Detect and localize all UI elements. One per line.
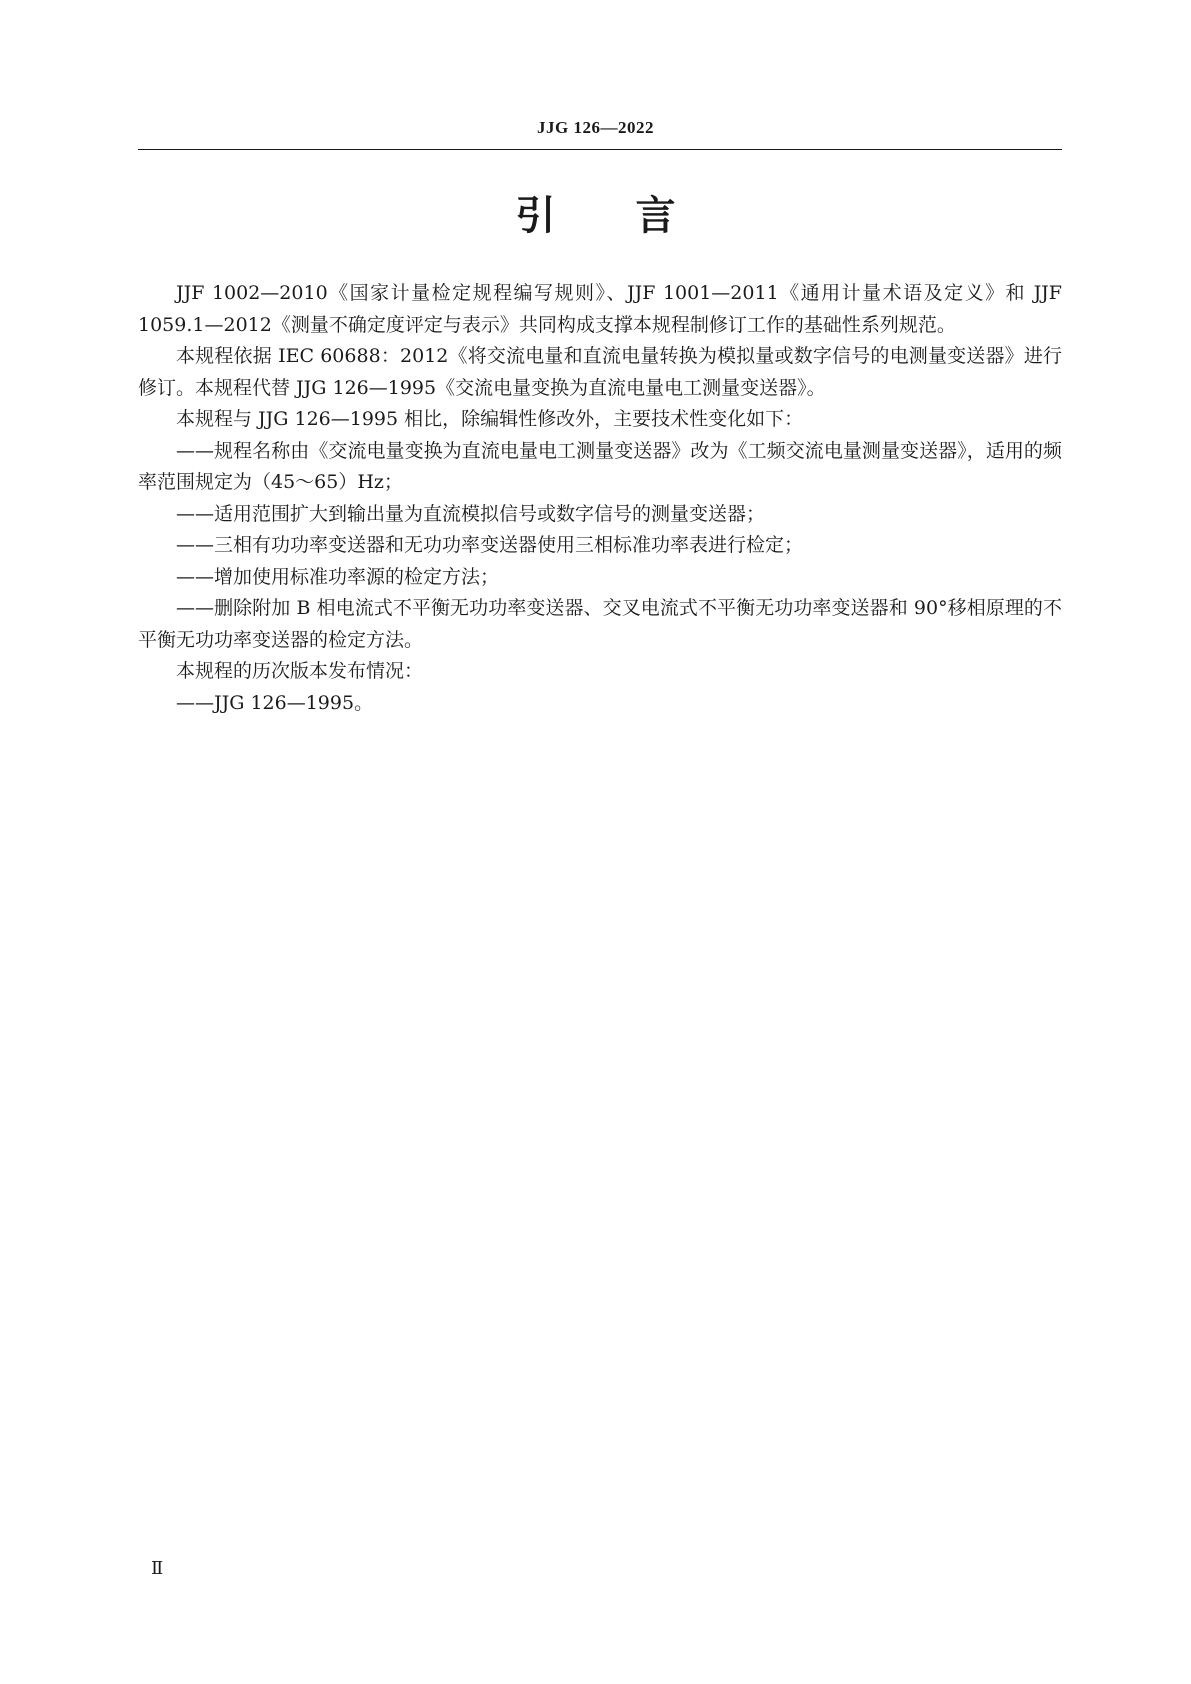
change-item-name: ——规程名称由《交流电量变换为直流电量电工测量变送器》改为《工频交流电量测量变送器》，适用的频率范围规定为（45～65）Hz； [138,439,1062,493]
paragraph-changes-intro: 本规程与 JJG 126—1995 相比，除编辑性修改外，主要技术性变化如下： [176,408,804,430]
page-title [0,193,1191,239]
paragraph-history-intro: 本规程的历次版本发布情况： [176,660,424,682]
foreword-body [138,278,1062,719]
page-title-char-1: 引 [515,193,556,239]
history-item: ——JJG 126—1995。 [176,691,374,714]
running-header: JJG 126—2022 [537,118,654,137]
change-item-standard-source: ——增加使用标准功率源的检定方法； [176,565,500,588]
change-item-three-phase: ——三相有功功率变送器和无功功率变送器使用三相标准功率表进行检定； [176,534,804,556]
change-item-deleted-methods: ——删除附加 B 相电流式不平衡无功功率变送器、交叉电流式不平衡无功功率变送器和 90°移相原理的不平衡无功功率变送器的检定方法。 [138,597,1062,651]
change-item-scope: ——适用范围扩大到输出量为直流模拟信号或数字信号的测量变送器； [176,502,766,525]
page-number: Ⅱ [151,1558,164,1578]
paragraph-revision-basis: 本规程依据 IEC 60688：2012《将交流电量和直流电量转换为模拟量或数字信号的电测量变送器》进行修订。本规程代替 JJG 126—1995《交流电量变换为直流电量电工测量变送器》。 [138,345,1062,399]
paragraph-normative-references: JJF 1002—2010《国家计量检定规程编写规则》、JJF 1001—2011《通用计量术语及定义》和 JJF 1059.1—2012《测量不确定度评定与表示》共同构成支撑本规程制修订工作的基础性系列规范。 [138,282,1062,336]
header-rule [138,149,1062,150]
page-title-char-2: 言 [635,193,676,239]
